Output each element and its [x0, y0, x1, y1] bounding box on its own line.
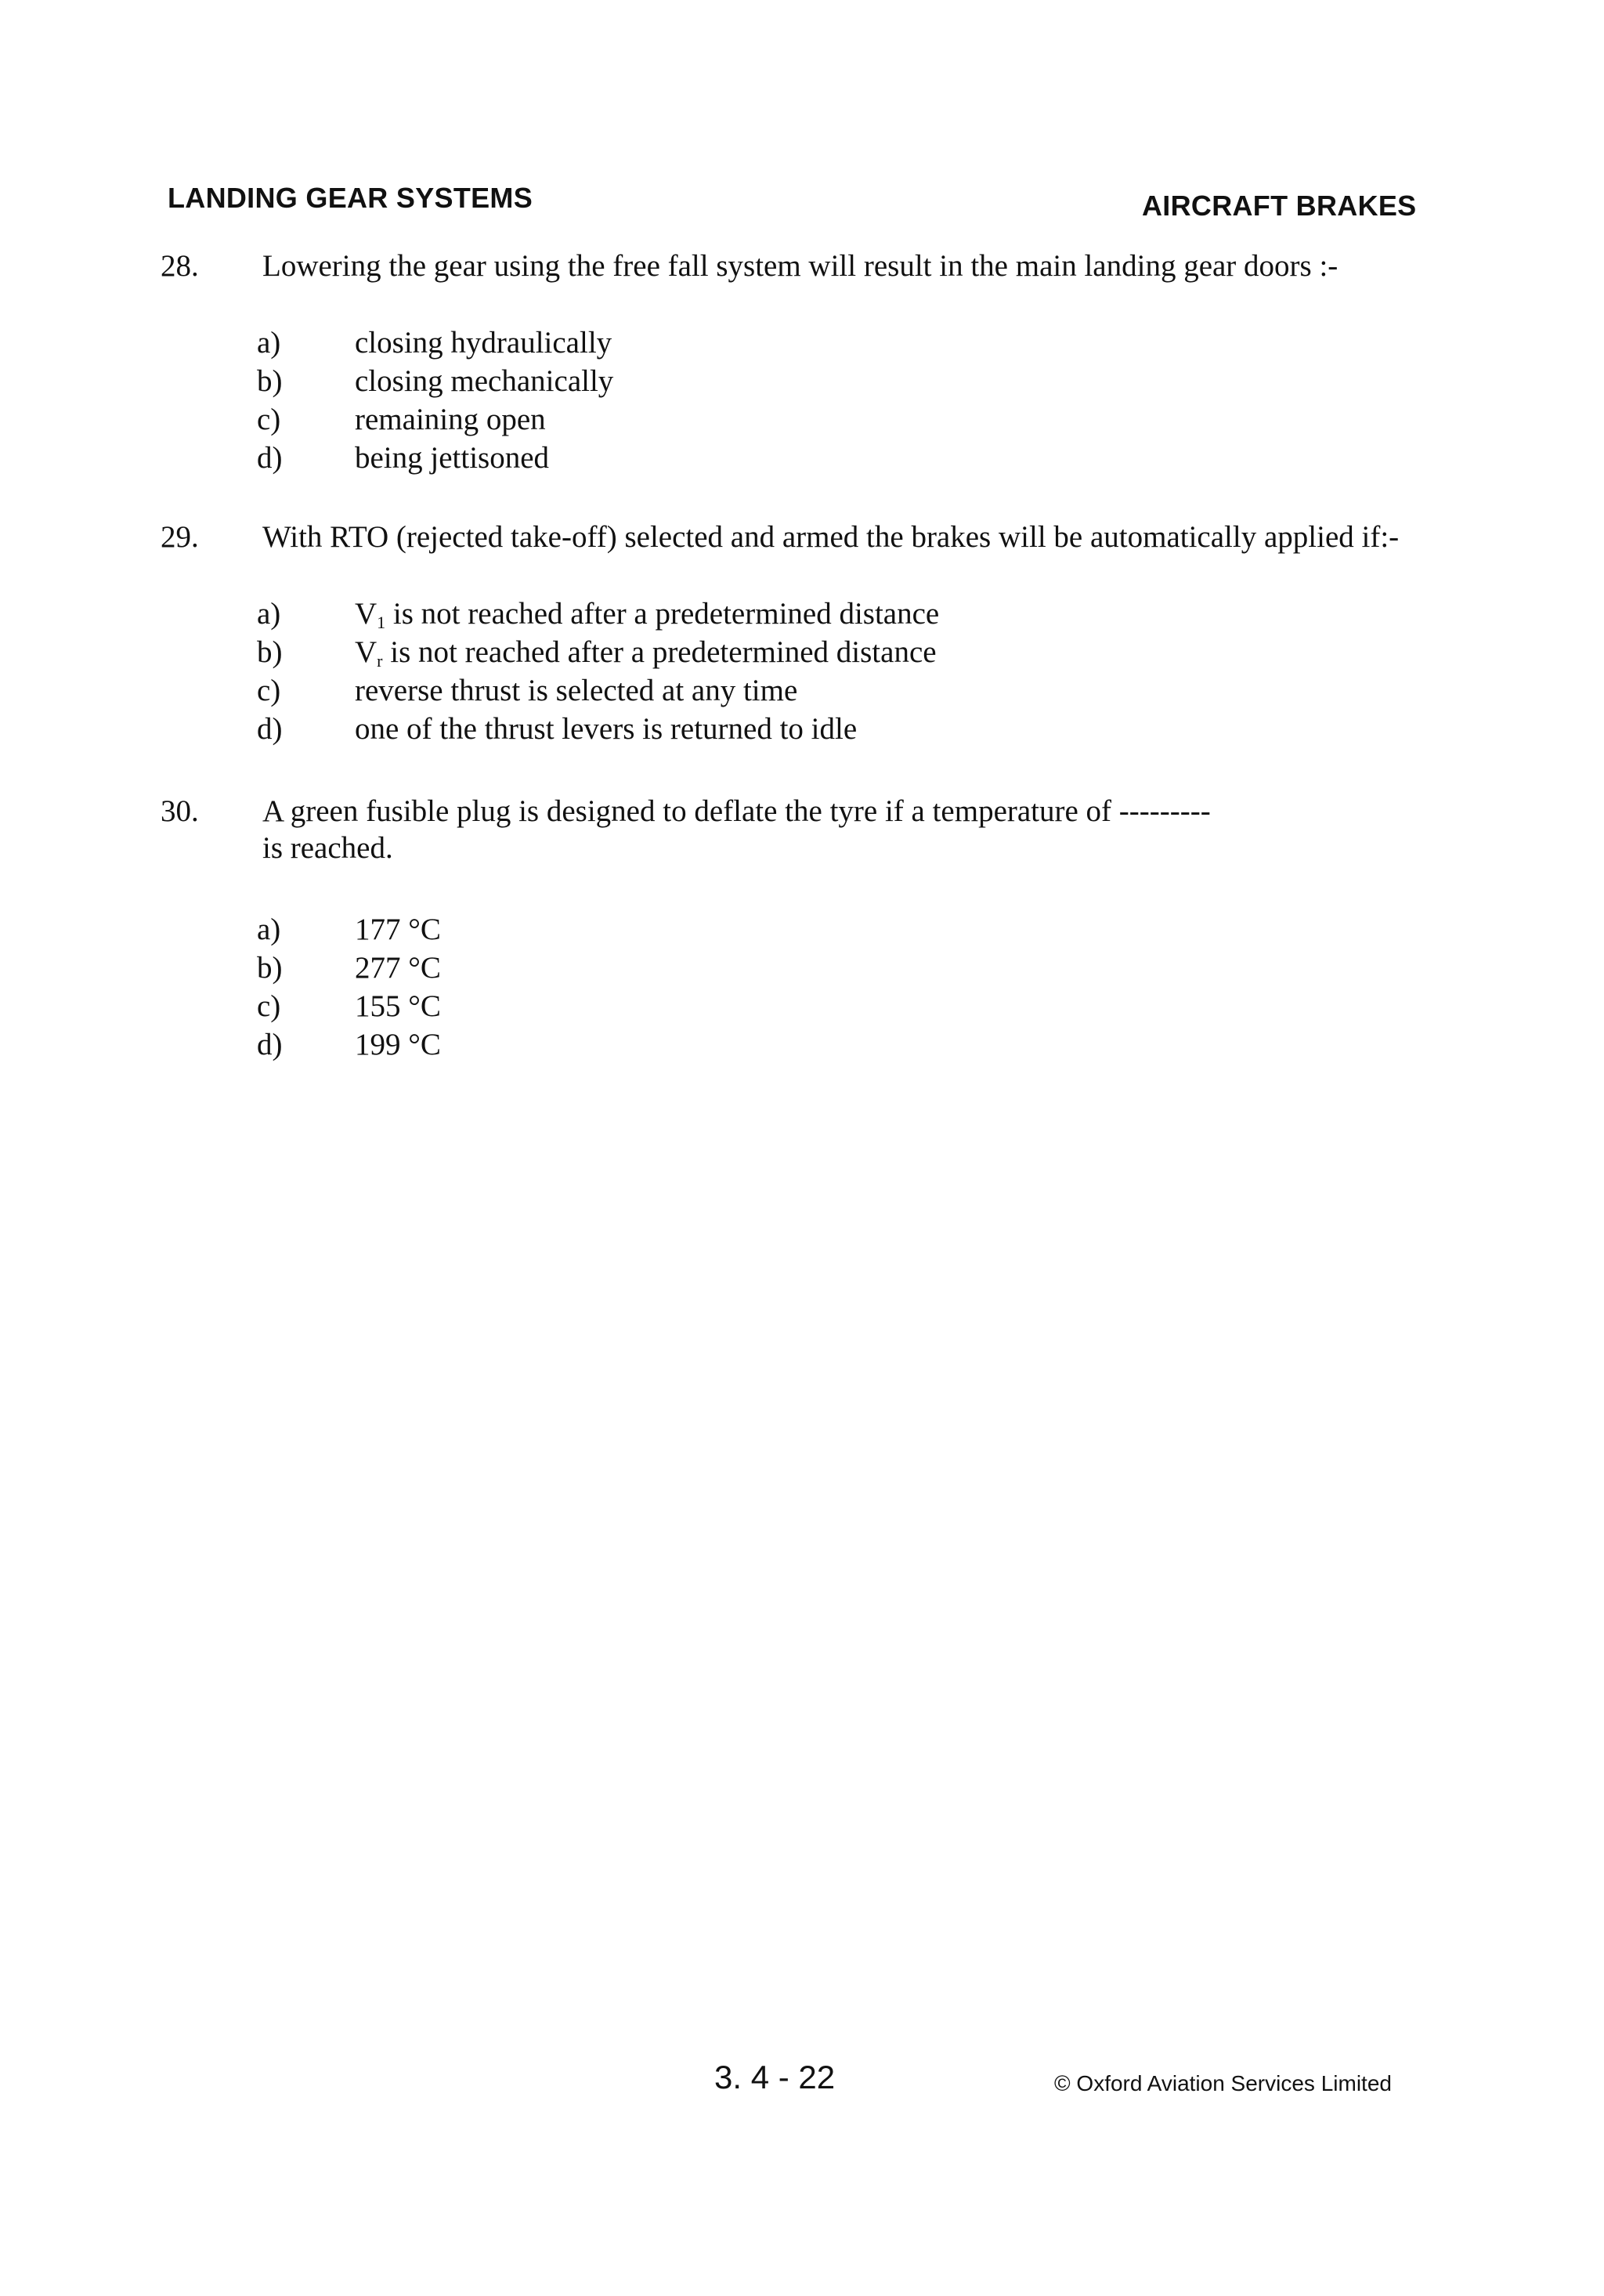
option-text: reverse thrust is selected at any time — [355, 674, 798, 707]
option-letter: a) — [257, 326, 281, 360]
question-number: 28. — [161, 249, 199, 283]
question-number: 30. — [161, 794, 199, 828]
answer-option — [257, 949, 1445, 987]
question-30 — [161, 793, 1445, 1064]
speed-symbol: V — [355, 597, 378, 631]
option-letter: a) — [257, 597, 281, 631]
question-28 — [161, 248, 1445, 477]
answer-option — [257, 324, 1445, 362]
answer-option — [257, 400, 1445, 439]
question-text — [262, 793, 1437, 866]
option-text: being jettisoned — [355, 441, 550, 475]
question-text-line: is reached. — [262, 831, 393, 865]
option-letter: a) — [257, 913, 281, 946]
answer-option — [257, 710, 1445, 748]
option-text — [355, 595, 939, 633]
option-text: closing mechanically — [355, 364, 614, 398]
option-letter: c) — [257, 989, 281, 1023]
option-letter: b) — [257, 364, 283, 398]
answer-option — [257, 671, 1445, 710]
answer-option — [257, 362, 1445, 400]
option-text-rest: is not reached after a predetermined distance — [385, 597, 940, 631]
question-text: Lowering the gear using the free fall system will result in the main landing gear doors :- — [262, 249, 1338, 283]
question-text: With RTO (rejected take-off) selected and armed the brakes will be automatically applied if:- — [262, 520, 1400, 554]
option-text: 277 °C — [355, 951, 441, 985]
option-letter: d) — [257, 441, 283, 475]
section-title: LANDING GEAR SYSTEMS — [168, 182, 533, 214]
option-text: one of the thrust levers is returned to idle — [355, 712, 858, 746]
answer-option — [257, 633, 1445, 671]
option-letter: b) — [257, 951, 283, 985]
question-text-line: A green fusible plug is designed to deflate the tyre if a temperature of --------- — [262, 794, 1211, 828]
option-text: remaining open — [355, 403, 546, 436]
answer-option — [257, 1025, 1445, 1064]
option-text: 155 °C — [355, 989, 441, 1023]
speed-subscript: r — [377, 651, 383, 671]
speed-symbol: V — [355, 635, 378, 669]
copyright-notice: © Oxford Aviation Services Limited — [1054, 2071, 1392, 2095]
answer-option — [257, 595, 1445, 633]
option-text — [355, 633, 937, 671]
option-letter: d) — [257, 712, 283, 746]
option-text: 177 °C — [355, 913, 441, 946]
answer-option — [257, 910, 1445, 949]
option-text: 199 °C — [355, 1028, 441, 1061]
answer-option — [257, 439, 1445, 477]
option-letter: c) — [257, 403, 281, 436]
answer-options — [257, 595, 1445, 748]
answer-options — [257, 910, 1445, 1064]
answer-options — [257, 324, 1445, 477]
option-letter: c) — [257, 674, 281, 707]
page-number: 3. 4 - 22 — [714, 2059, 836, 2095]
option-letter: d) — [257, 1028, 283, 1061]
question-29 — [161, 519, 1445, 748]
option-text-rest: is not reached after a predetermined distance — [382, 635, 937, 669]
chapter-title: AIRCRAFT BRAKES — [1142, 190, 1417, 222]
answer-option — [257, 987, 1445, 1025]
option-text: closing hydraulically — [355, 326, 612, 360]
speed-subscript: 1 — [377, 613, 386, 632]
question-number: 29. — [161, 520, 199, 554]
option-letter: b) — [257, 635, 283, 669]
